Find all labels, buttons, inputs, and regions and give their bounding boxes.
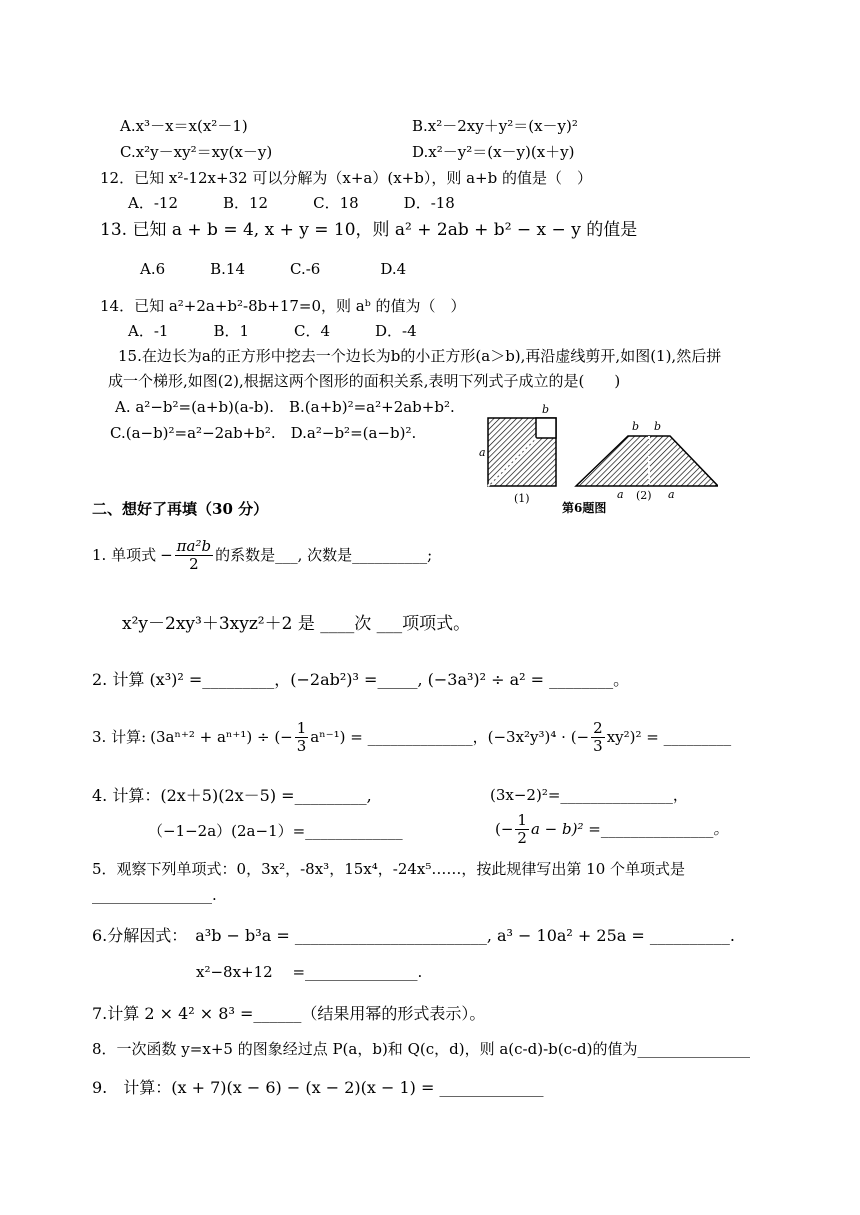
f1-fraction-den: 2	[189, 554, 199, 573]
f1-lead: 1. 单项式	[92, 546, 157, 564]
trapezoid-figure	[576, 436, 718, 486]
q15-options-ab: A. a²−b²=(a+b)(a-b). B.(a+b)²=a²+2ab+b².	[115, 398, 455, 416]
q14-stem: 14．已知 a²+2a+b²-8b+17=0，则 aᵇ 的值为（ ）	[100, 297, 466, 315]
q12-stem: 12．已知 x²-12x+32 可以分解为（x+a）(x+b），则 a+b 的值是（ ）	[100, 169, 592, 187]
f9-line: 9. 计算：(x + 7)(x − 6) − (x − 2)(x − 1) = _____________	[92, 1078, 544, 1097]
f3-fraction-num: 1	[296, 719, 307, 737]
q15-stem-line2: 成一个梯形,如图(2),根据这两个图形的面积关系,表明下列式子成立的是( )	[108, 372, 621, 390]
f3-left: (3aⁿ⁺² + aⁿ⁺¹) ÷ (−	[150, 728, 293, 746]
f1-fraction-num: πa²b	[176, 537, 212, 555]
fig-label-b-top: b	[542, 403, 550, 416]
f3-fraction-2	[591, 720, 605, 754]
section-2-title: 二、想好了再填（30 分）	[92, 500, 269, 518]
fig-label-a-bottom-2: a	[668, 488, 675, 501]
f4-line1-right: (3x−2)²=_______________，	[490, 786, 688, 804]
q15-options-cd: C.(a−b)²=a²−2ab+b². D.a²−b²=(a−b)².	[110, 424, 417, 442]
fig-caption-1: (1)	[514, 492, 530, 505]
f5-line1: 5．观察下列单项式：0，3x²，-8x³，15x⁴，-24x⁵……，按此规律写出第 10 个单项式是	[92, 860, 686, 878]
f1-expression: x²y－2xy³＋3xyz²＋2 是 ____次 ___项项式。	[122, 614, 471, 634]
square-figure	[488, 418, 556, 486]
f4-line2-right	[495, 812, 728, 846]
fig-label-a-bottom-1: a	[617, 488, 624, 501]
f4-l2b-post: a − b)² =_______________。	[530, 820, 729, 838]
f5-line2: ________________.	[92, 886, 217, 904]
fig-caption-2: (2)	[636, 489, 652, 502]
f4-l2b-pre: (−	[495, 820, 514, 838]
f7-line: 7.计算 2 × 4² × 8³ =______（结果用幂的形式表示）。	[92, 1004, 486, 1023]
f3-fraction2-num: 2	[593, 719, 603, 737]
fig-label-a-left: a	[479, 446, 486, 459]
q12-options: A．-12 B．12 C．18 D．-18	[128, 194, 455, 212]
f4-line2-left: （−1−2a）(2a−1）=_____________	[148, 822, 403, 840]
f4-fraction-num: 1	[517, 811, 527, 829]
q15-stem-line1: 15.在边长为a的正方形中挖去一个边长为b的小正方形(a＞b),再沿虚线剪开,如图(1),然后拼	[118, 347, 722, 365]
q15-figure	[478, 400, 718, 515]
f3-fraction-den: 3	[296, 736, 307, 755]
f3-fraction	[295, 720, 309, 754]
fig-caption: 第6题图	[562, 501, 607, 515]
f1-line	[92, 538, 432, 572]
fig-label-b1: b	[632, 420, 640, 433]
f3-line	[92, 720, 731, 754]
fig-label-b2: b	[654, 420, 662, 433]
q11-option-b: B.x²－2xy＋y²＝(x－y)²	[412, 117, 578, 135]
f1-fraction	[175, 538, 213, 572]
q11-option-d: D.x²－y²＝(x－y)(x＋y)	[412, 143, 575, 161]
f6-line2: x²−8x+12 =_______________.	[196, 963, 423, 981]
f3-right: aⁿ⁻¹) = ______________，(−3x²y³)⁴ · (−	[310, 728, 590, 746]
f1-minus: −	[160, 546, 173, 564]
f4-line1-left: 4. 计算：(2x＋5)(2x－5) =_________,	[92, 786, 372, 805]
q13-options: A.6 B.14 C.-6 D.4	[140, 260, 407, 278]
q11-option-a: A.x³－x＝x(x²－1)	[120, 117, 248, 135]
q14-options: A．-1 B．1 C．4 D．-4	[128, 322, 417, 340]
f6-line1: 6.分解因式： a³b − b³a = ________________________, a³ − 10a² + 25a = __________.	[92, 926, 735, 945]
f3-lead: 3. 计算:	[92, 728, 147, 746]
f3-fraction2-den: 3	[593, 736, 603, 755]
f2-line: 2. 计算 (x³)² =_________，(−2ab²)³ =_____, (−3a³)² ÷ a² = ________。	[92, 670, 630, 689]
f4-fraction	[515, 812, 529, 846]
q13-stem: 13. 已知 a + b = 4, x + y = 10，则 a² + 2ab + b² − x − y 的值是	[100, 220, 638, 240]
q11-option-c: C.x²y－xy²＝xy(x－y)	[120, 143, 273, 161]
f8-line: 8．一次函数 y=x+5 的图象经过点 P(a，b)和 Q(c，d)，则 a(c-d)-b(c-d)的值为_______________	[92, 1040, 751, 1058]
f4-fraction-den: 2	[517, 828, 527, 847]
f3-tail: xy²)² = _________	[606, 728, 732, 746]
f1-mid: 的系数是___, 次数是__________;	[215, 546, 433, 564]
